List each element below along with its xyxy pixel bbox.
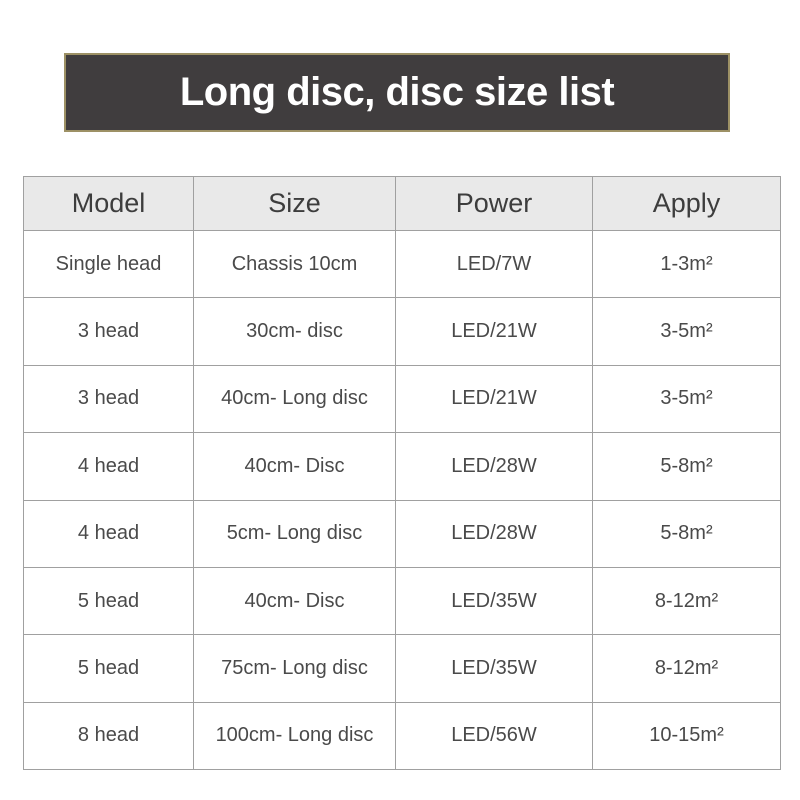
cell-power: LED/28W	[396, 500, 593, 567]
column-header-size: Size	[194, 177, 396, 231]
table-row	[24, 500, 781, 567]
cell-model: Single head	[24, 231, 194, 298]
cell-model: 5 head	[24, 635, 194, 702]
cell-model: 8 head	[24, 702, 194, 769]
cell-model: 4 head	[24, 500, 194, 567]
table-row	[24, 231, 781, 298]
column-header-power: Power	[396, 177, 593, 231]
column-header-model: Model	[24, 177, 194, 231]
cell-apply: 1-3m²	[593, 231, 781, 298]
column-header-apply: Apply	[593, 177, 781, 231]
cell-power: LED/35W	[396, 567, 593, 634]
cell-size: Chassis 10cm	[194, 231, 396, 298]
spec-table	[23, 176, 781, 770]
cell-apply: 3-5m²	[593, 365, 781, 432]
banner-title: Long disc, disc size list	[179, 70, 615, 114]
table-row	[24, 433, 781, 500]
banner	[64, 53, 730, 132]
cell-power: LED/7W	[396, 231, 593, 298]
cell-size: 100cm- Long disc	[194, 702, 396, 769]
cell-size: 40cm- Disc	[194, 567, 396, 634]
cell-size: 5cm- Long disc	[194, 500, 396, 567]
cell-size: 40cm- Long disc	[194, 365, 396, 432]
cell-power: LED/35W	[396, 635, 593, 702]
table-row	[24, 567, 781, 634]
table-row	[24, 365, 781, 432]
cell-power: LED/21W	[396, 298, 593, 365]
cell-apply: 5-8m²	[593, 433, 781, 500]
cell-power: LED/21W	[396, 365, 593, 432]
cell-apply: 5-8m²	[593, 500, 781, 567]
cell-size: 30cm- disc	[194, 298, 396, 365]
cell-apply: 8-12m²	[593, 635, 781, 702]
cell-model: 3 head	[24, 298, 194, 365]
table-body	[24, 231, 781, 770]
cell-model: 5 head	[24, 567, 194, 634]
table-row	[24, 702, 781, 769]
table-row	[24, 635, 781, 702]
table-row	[24, 298, 781, 365]
cell-apply: 8-12m²	[593, 567, 781, 634]
cell-apply: 10-15m²	[593, 702, 781, 769]
cell-power: LED/56W	[396, 702, 593, 769]
cell-apply: 3-5m²	[593, 298, 781, 365]
cell-size: 40cm- Disc	[194, 433, 396, 500]
cell-power: LED/28W	[396, 433, 593, 500]
cell-size: 75cm- Long disc	[194, 635, 396, 702]
table-header	[24, 177, 781, 231]
cell-model: 3 head	[24, 365, 194, 432]
header-row	[24, 177, 781, 231]
cell-model: 4 head	[24, 433, 194, 500]
